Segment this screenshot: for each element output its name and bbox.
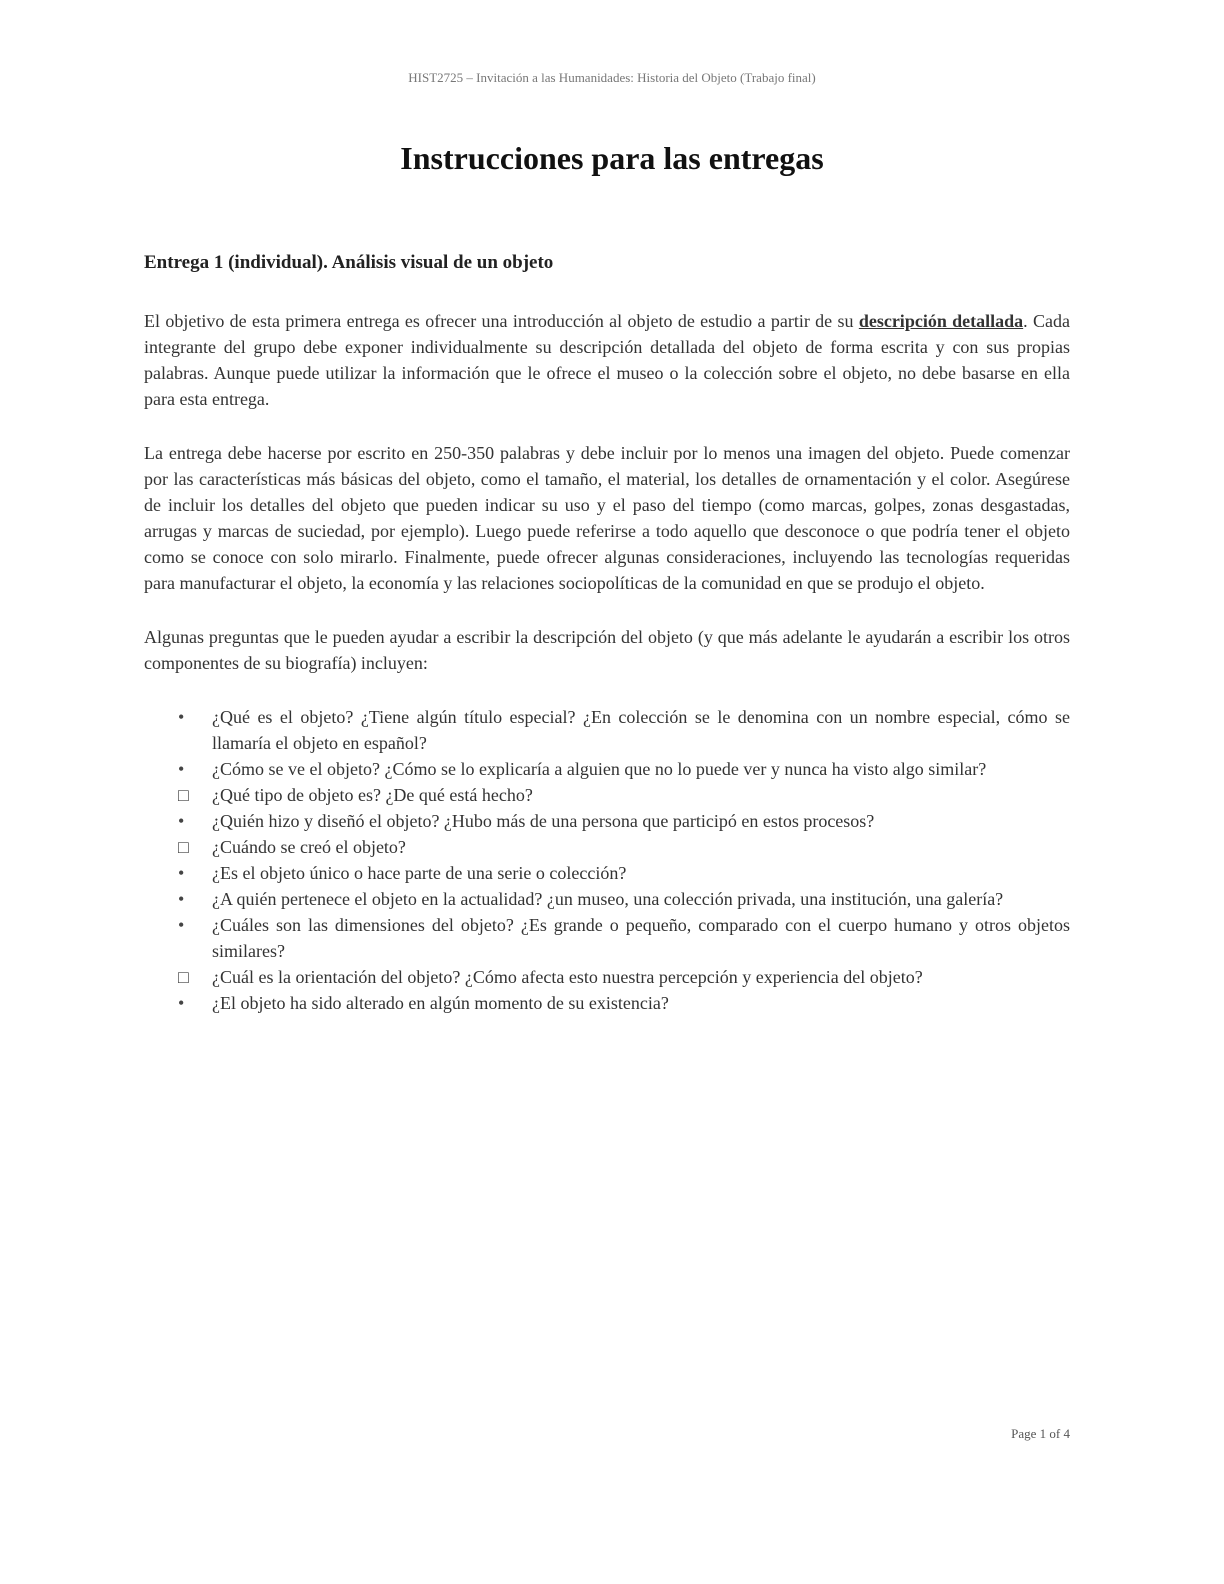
bullet-icon: • [178,863,185,883]
bullet-icon: □ [178,837,189,857]
question-text: ¿Cuándo se creó el objeto? [212,837,406,857]
question-text: ¿El objeto ha sido alterado en algún momento de su existencia? [212,993,669,1013]
list-item [144,782,1070,808]
question-list [144,704,1070,1016]
question-text: ¿Cómo se ve el objeto? ¿Cómo se lo explicaría a alguien que no lo puede ver y nunca ha visto algo similar? [212,759,987,779]
paragraph-requirements: La entrega debe hacerse por escrito en 250-350 palabras y debe incluir por lo menos una imagen del objeto. Puede comenzar por las características más básicas del objeto, como el tamaño, el material, los detalles de ornamentación y el color. Asegúrese de incluir los detalles del objeto que pueden indicar su uso y el paso del tiempo (como marcas, golpes, zonas desgastadas, arrugas y marcas de suciedad, por ejemplo). Luego puede referirse a todo aquello que desconoce o que podría tener el objeto como se conoce con solo mirarlo. Finalmente, puede ofrecer algunas consideraciones, incluyendo las tecnologías requeridas para manufacturar el objeto, la economía y las relaciones sociopolíticas de la comunidad en que se produjo el objeto. [144,443,1070,593]
list-item [144,886,1070,912]
paragraph-questions-intro: Algunas preguntas que le pueden ayudar a escribir la descripción del objeto (y que más adelante le ayudarán a escribir los otros componentes de su biografía) incluyen: [144,627,1070,673]
question-text: ¿Qué tipo de objeto es? ¿De qué está hecho? [212,785,533,805]
bullet-icon: • [178,811,185,831]
list-item [144,912,1070,964]
paragraph-intro-start: El objetivo de esta primera entrega es ofrecer una introducción al objeto de estudio a partir de su [144,311,859,331]
list-item [144,860,1070,886]
question-text: ¿Es el objeto único o hace parte de una serie o colección? [212,863,627,883]
question-text: ¿Cuáles son las dimensiones del objeto? ¿Es grande o pequeño, comparado con el cuerpo humano y otros objetos similares? [212,915,1070,961]
list-item [144,808,1070,834]
list-item [144,756,1070,782]
document-body [144,252,1070,1016]
question-text: ¿Quién hizo y diseñó el objeto? ¿Hubo más de una persona que participó en estos procesos? [212,811,875,831]
paragraph-intro [144,308,1070,412]
question-text: ¿A quién pertenece el objeto en la actualidad? ¿un museo, una colección privada, una institución, una galería? [212,889,1004,909]
bullet-icon: • [178,707,185,727]
running-header: HIST2725 – Invitación a las Humanidades: Historia del Objeto (Trabajo final) [408,70,816,85]
list-item [144,990,1070,1016]
bullet-icon: □ [178,785,189,805]
question-text: ¿Qué es el objeto? ¿Tiene algún título especial? ¿En colección se le denomina con un nombre especial, cómo se llamaría el objeto en español? [212,707,1070,753]
page-title: Instrucciones para las entregas [400,140,824,176]
bullet-icon: • [178,889,185,909]
section-heading: Entrega 1 (individual). Análisis visual de un objeto [144,252,554,273]
list-item [144,704,1070,756]
bullet-icon: • [178,993,185,1013]
bullet-icon: • [178,759,185,779]
page-number: Page 1 of 4 [1011,1426,1070,1441]
list-item [144,834,1070,860]
bullet-icon: • [178,915,185,935]
list-item [144,964,1070,990]
bullet-icon: □ [178,967,189,987]
question-text: ¿Cuál es la orientación del objeto? ¿Cómo afecta esto nuestra percepción y experiencia del objeto? [212,967,923,987]
paragraph-intro-end: . Cada integrante del grupo debe exponer individualmente su descripción detallada del objeto de forma escrita y con sus propias palabras. Aunque puede utilizar la información que le ofrece el museo o la colección sobre el objeto, no debe basarse en ella para esta entrega. [144,311,1070,409]
emphasis-phrase: descripción detallada [858,311,1024,331]
